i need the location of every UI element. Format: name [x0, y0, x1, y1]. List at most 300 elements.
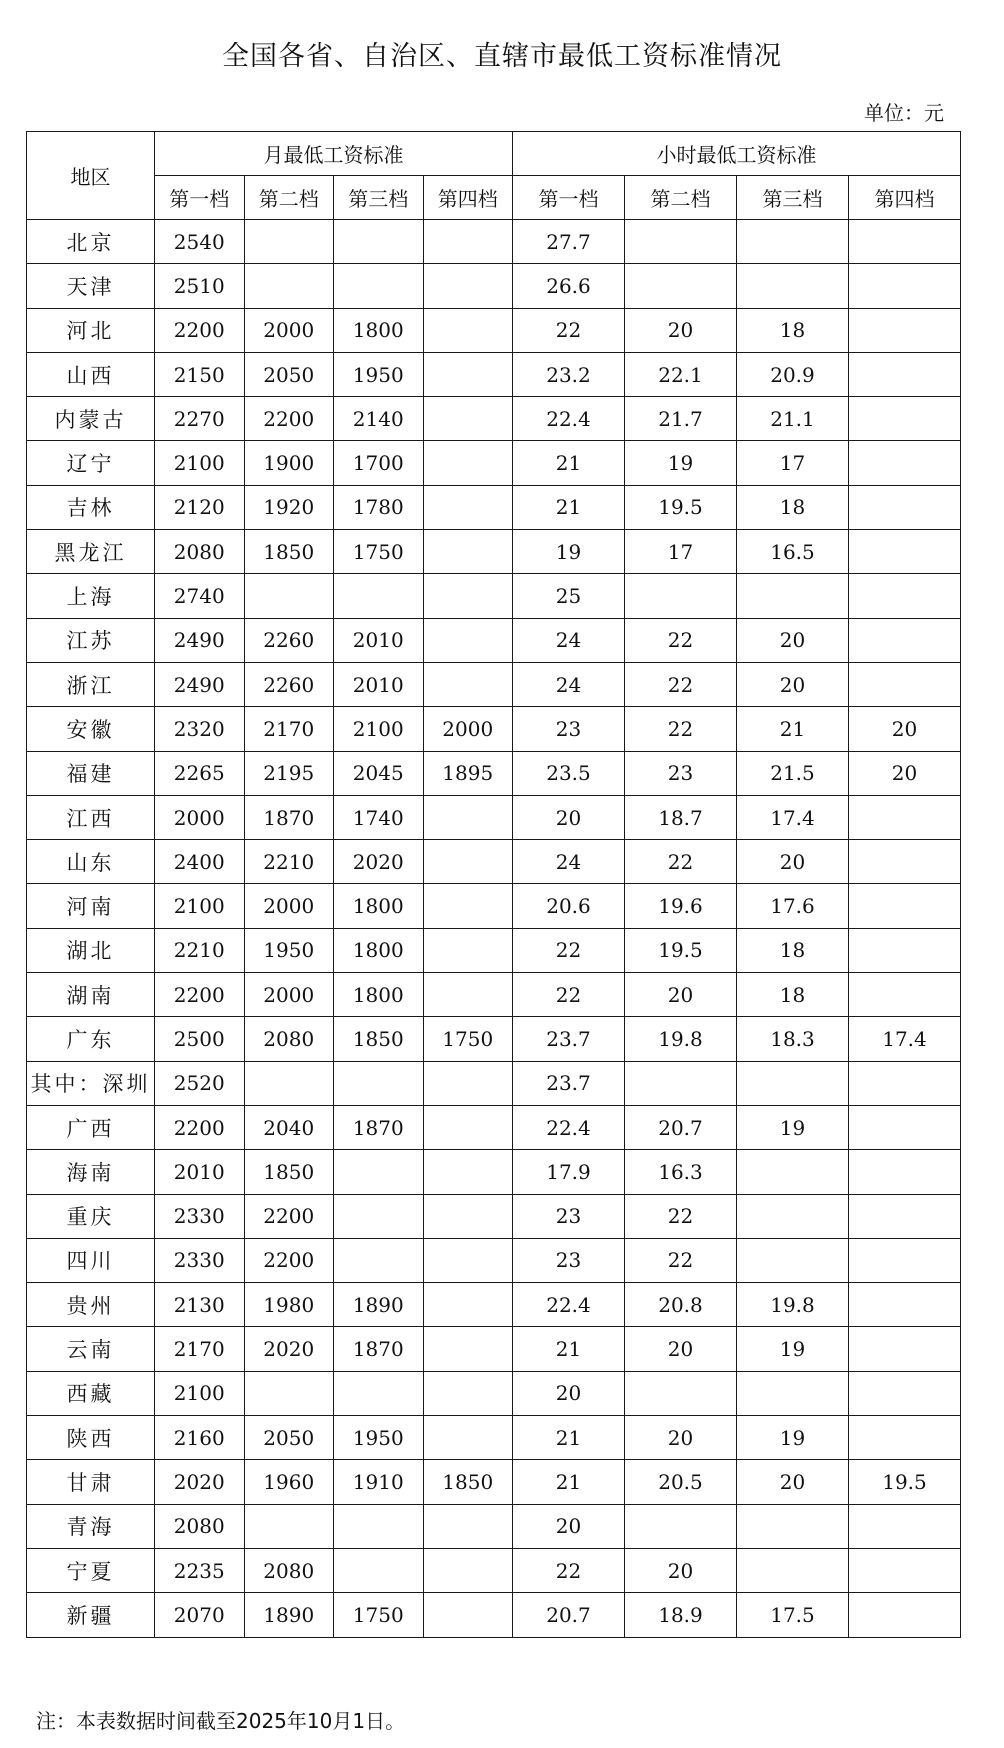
monthly-wage-cell: 1750	[334, 1593, 424, 1637]
monthly-wage-cell: 2490	[155, 662, 245, 706]
monthly-wage-cell	[423, 397, 513, 441]
hourly-wage-cell	[849, 1504, 961, 1548]
monthly-wage-cell	[334, 1504, 424, 1548]
monthly-wage-cell: 1870	[334, 1105, 424, 1149]
monthly-wage-cell: 2000	[423, 707, 513, 751]
hourly-wage-cell: 19.5	[625, 928, 737, 972]
monthly-wage-cell	[334, 1061, 424, 1105]
monthly-wage-cell: 2100	[334, 707, 424, 751]
hourly-wage-cell	[625, 1061, 737, 1105]
monthly-wage-cell: 1895	[423, 751, 513, 795]
table-row	[27, 308, 961, 352]
region-cell: 海南	[27, 1150, 155, 1194]
hourly-wage-cell: 17.5	[737, 1593, 849, 1637]
table-row	[27, 1327, 961, 1371]
header-monthly-tier: 第二档	[244, 176, 334, 220]
hourly-wage-cell	[849, 1105, 961, 1149]
hourly-wage-cell	[849, 1416, 961, 1460]
hourly-wage-cell	[737, 1238, 849, 1282]
hourly-wage-cell: 20	[513, 1504, 625, 1548]
hourly-wage-cell: 23.2	[513, 352, 625, 396]
monthly-wage-cell	[334, 1150, 424, 1194]
hourly-wage-cell: 20	[737, 618, 849, 662]
hourly-wage-cell: 23.5	[513, 751, 625, 795]
hourly-wage-cell: 17	[737, 441, 849, 485]
monthly-wage-cell: 1950	[244, 928, 334, 972]
monthly-wage-cell: 2040	[244, 1105, 334, 1149]
hourly-wage-cell: 22.4	[513, 1283, 625, 1327]
region-cell: 陕西	[27, 1416, 155, 1460]
hourly-wage-cell: 21.7	[625, 397, 737, 441]
hourly-wage-cell: 24	[513, 618, 625, 662]
monthly-wage-cell: 2160	[155, 1416, 245, 1460]
monthly-wage-cell: 2200	[244, 397, 334, 441]
monthly-wage-cell: 2050	[244, 352, 334, 396]
table-row	[27, 1194, 961, 1238]
hourly-wage-cell: 26.6	[513, 264, 625, 308]
monthly-wage-cell: 2120	[155, 485, 245, 529]
hourly-wage-cell: 23	[625, 751, 737, 795]
region-cell: 河北	[27, 308, 155, 352]
monthly-wage-cell	[423, 1238, 513, 1282]
monthly-wage-cell: 1920	[244, 485, 334, 529]
monthly-wage-cell: 2210	[155, 928, 245, 972]
hourly-wage-cell: 22	[625, 840, 737, 884]
monthly-wage-cell: 1980	[244, 1283, 334, 1327]
region-cell: 福建	[27, 751, 155, 795]
monthly-wage-cell	[423, 1504, 513, 1548]
monthly-wage-cell: 2150	[155, 352, 245, 396]
monthly-wage-cell: 2020	[244, 1327, 334, 1371]
region-cell: 江苏	[27, 618, 155, 662]
table-row	[27, 618, 961, 662]
monthly-wage-cell: 1750	[334, 530, 424, 574]
hourly-wage-cell	[625, 1504, 737, 1548]
hourly-wage-cell: 19	[625, 441, 737, 485]
table-row	[27, 795, 961, 839]
hourly-wage-cell: 19	[513, 530, 625, 574]
monthly-wage-cell	[423, 308, 513, 352]
hourly-wage-cell: 27.7	[513, 220, 625, 264]
monthly-wage-cell	[423, 530, 513, 574]
table-row	[27, 1017, 961, 1061]
hourly-wage-cell: 16.5	[737, 530, 849, 574]
table-row	[27, 884, 961, 928]
monthly-wage-cell: 2070	[155, 1593, 245, 1637]
monthly-wage-cell	[423, 1194, 513, 1238]
hourly-wage-cell	[849, 1327, 961, 1371]
monthly-wage-cell: 1800	[334, 884, 424, 928]
region-cell: 甘肃	[27, 1460, 155, 1504]
monthly-wage-cell	[423, 1283, 513, 1327]
region-cell: 内蒙古	[27, 397, 155, 441]
monthly-wage-cell	[423, 1061, 513, 1105]
footnote: 注：本表数据时间截至2025年10月1日。	[36, 1709, 406, 1733]
hourly-wage-cell: 20	[849, 707, 961, 751]
table-row	[27, 441, 961, 485]
monthly-wage-cell	[244, 1371, 334, 1415]
hourly-wage-cell: 21.1	[737, 397, 849, 441]
monthly-wage-cell: 2490	[155, 618, 245, 662]
monthly-wage-cell	[423, 840, 513, 884]
monthly-wage-cell: 2010	[334, 662, 424, 706]
monthly-wage-cell: 2265	[155, 751, 245, 795]
monthly-wage-cell: 1900	[244, 441, 334, 485]
hourly-wage-cell	[849, 1061, 961, 1105]
hourly-wage-cell: 20.8	[625, 1283, 737, 1327]
hourly-wage-cell: 18.9	[625, 1593, 737, 1637]
hourly-wage-cell: 17	[625, 530, 737, 574]
hourly-wage-cell	[849, 1283, 961, 1327]
hourly-wage-cell: 20.5	[625, 1460, 737, 1504]
minimum-wage-table	[26, 131, 961, 1638]
hourly-wage-cell	[849, 1593, 961, 1637]
monthly-wage-cell: 2010	[155, 1150, 245, 1194]
monthly-wage-cell: 2170	[155, 1327, 245, 1371]
header-hourly-tier: 第二档	[625, 176, 737, 220]
monthly-wage-cell	[244, 220, 334, 264]
table-row	[27, 397, 961, 441]
hourly-wage-cell: 24	[513, 840, 625, 884]
hourly-wage-cell: 19.5	[849, 1460, 961, 1504]
monthly-wage-cell: 1800	[334, 308, 424, 352]
monthly-wage-cell: 2260	[244, 618, 334, 662]
monthly-wage-cell: 2020	[334, 840, 424, 884]
hourly-wage-cell	[849, 352, 961, 396]
monthly-wage-cell	[334, 1548, 424, 1592]
hourly-wage-cell: 20	[513, 1371, 625, 1415]
monthly-wage-cell: 2740	[155, 574, 245, 618]
table-row	[27, 485, 961, 529]
table-row	[27, 220, 961, 264]
header-region: 地区	[27, 132, 155, 220]
region-cell: 山西	[27, 352, 155, 396]
monthly-wage-cell: 1740	[334, 795, 424, 839]
monthly-wage-cell	[423, 1327, 513, 1371]
hourly-wage-cell: 19	[737, 1105, 849, 1149]
table-row	[27, 840, 961, 884]
hourly-wage-cell: 23.7	[513, 1017, 625, 1061]
hourly-wage-cell	[849, 264, 961, 308]
table-body	[27, 220, 961, 1638]
monthly-wage-cell: 2330	[155, 1194, 245, 1238]
monthly-wage-cell	[423, 795, 513, 839]
monthly-wage-cell: 1700	[334, 441, 424, 485]
hourly-wage-cell: 18	[737, 485, 849, 529]
hourly-wage-cell	[737, 1194, 849, 1238]
hourly-wage-cell	[849, 1371, 961, 1415]
hourly-wage-cell	[849, 1194, 961, 1238]
monthly-wage-cell	[334, 574, 424, 618]
hourly-wage-cell: 23.7	[513, 1061, 625, 1105]
header-monthly-tier: 第一档	[155, 176, 245, 220]
region-cell: 湖南	[27, 973, 155, 1017]
hourly-wage-cell: 17.9	[513, 1150, 625, 1194]
hourly-wage-cell: 17.6	[737, 884, 849, 928]
hourly-wage-cell: 20	[625, 1416, 737, 1460]
hourly-wage-cell: 20	[737, 662, 849, 706]
monthly-wage-cell	[334, 1238, 424, 1282]
monthly-wage-cell: 1750	[423, 1017, 513, 1061]
table-row	[27, 1150, 961, 1194]
monthly-wage-cell	[244, 1061, 334, 1105]
hourly-wage-cell	[849, 220, 961, 264]
monthly-wage-cell: 1800	[334, 973, 424, 1017]
header-monthly-group: 月最低工资标准	[155, 132, 513, 176]
hourly-wage-cell: 22	[625, 618, 737, 662]
monthly-wage-cell	[423, 928, 513, 972]
hourly-wage-cell	[849, 618, 961, 662]
hourly-wage-cell	[849, 308, 961, 352]
hourly-wage-cell: 22	[513, 308, 625, 352]
hourly-wage-cell: 22	[513, 928, 625, 972]
monthly-wage-cell: 2000	[244, 884, 334, 928]
monthly-wage-cell	[423, 618, 513, 662]
monthly-wage-cell: 1850	[334, 1017, 424, 1061]
hourly-wage-cell: 22	[513, 1548, 625, 1592]
table-row	[27, 530, 961, 574]
region-cell: 云南	[27, 1327, 155, 1371]
hourly-wage-cell	[849, 485, 961, 529]
region-cell: 西藏	[27, 1371, 155, 1415]
hourly-wage-cell: 21	[513, 441, 625, 485]
hourly-wage-cell: 20.7	[625, 1105, 737, 1149]
hourly-wage-cell: 22	[625, 1194, 737, 1238]
monthly-wage-cell: 2000	[244, 973, 334, 1017]
monthly-wage-cell: 2320	[155, 707, 245, 751]
monthly-wage-cell	[423, 973, 513, 1017]
region-cell: 山东	[27, 840, 155, 884]
monthly-wage-cell	[244, 264, 334, 308]
monthly-wage-cell: 2000	[244, 308, 334, 352]
hourly-wage-cell	[625, 574, 737, 618]
hourly-wage-cell: 17.4	[849, 1017, 961, 1061]
monthly-wage-cell	[334, 220, 424, 264]
hourly-wage-cell	[737, 1371, 849, 1415]
hourly-wage-cell: 20	[849, 751, 961, 795]
table-row	[27, 973, 961, 1017]
region-cell: 安徽	[27, 707, 155, 751]
hourly-wage-cell: 18.7	[625, 795, 737, 839]
monthly-wage-cell: 1780	[334, 485, 424, 529]
monthly-wage-cell: 1890	[244, 1593, 334, 1637]
monthly-wage-cell: 2260	[244, 662, 334, 706]
monthly-wage-cell: 1870	[244, 795, 334, 839]
monthly-wage-cell: 2200	[155, 308, 245, 352]
hourly-wage-cell: 19.6	[625, 884, 737, 928]
region-cell: 重庆	[27, 1194, 155, 1238]
monthly-wage-cell	[423, 441, 513, 485]
hourly-wage-cell: 18	[737, 928, 849, 972]
hourly-wage-cell: 22	[513, 973, 625, 1017]
monthly-wage-cell: 2510	[155, 264, 245, 308]
table-row	[27, 707, 961, 751]
monthly-wage-cell	[244, 574, 334, 618]
monthly-wage-cell: 1950	[334, 1416, 424, 1460]
monthly-wage-cell	[423, 1593, 513, 1637]
hourly-wage-cell	[737, 1504, 849, 1548]
hourly-wage-cell: 20	[737, 1460, 849, 1504]
header-monthly-tier: 第三档	[334, 176, 424, 220]
region-cell: 黑龙江	[27, 530, 155, 574]
monthly-wage-cell: 2170	[244, 707, 334, 751]
monthly-wage-cell	[334, 1371, 424, 1415]
monthly-wage-cell: 1870	[334, 1327, 424, 1371]
region-cell: 青海	[27, 1504, 155, 1548]
monthly-wage-cell: 1960	[244, 1460, 334, 1504]
monthly-wage-cell: 2210	[244, 840, 334, 884]
monthly-wage-cell	[423, 485, 513, 529]
monthly-wage-cell	[423, 1105, 513, 1149]
hourly-wage-cell: 20.9	[737, 352, 849, 396]
hourly-wage-cell	[849, 1548, 961, 1592]
hourly-wage-cell: 16.3	[625, 1150, 737, 1194]
region-cell: 江西	[27, 795, 155, 839]
hourly-wage-cell: 20	[513, 795, 625, 839]
hourly-wage-cell	[737, 1548, 849, 1592]
monthly-wage-cell: 1890	[334, 1283, 424, 1327]
table-row	[27, 1416, 961, 1460]
monthly-wage-cell: 2200	[244, 1194, 334, 1238]
table-row	[27, 1283, 961, 1327]
monthly-wage-cell: 2200	[244, 1238, 334, 1282]
monthly-wage-cell	[244, 1504, 334, 1548]
region-cell: 广西	[27, 1105, 155, 1149]
hourly-wage-cell	[625, 264, 737, 308]
hourly-wage-cell: 25	[513, 574, 625, 618]
hourly-wage-cell: 20.6	[513, 884, 625, 928]
table-row	[27, 751, 961, 795]
hourly-wage-cell	[849, 1238, 961, 1282]
monthly-wage-cell: 2330	[155, 1238, 245, 1282]
hourly-wage-cell: 20	[625, 973, 737, 1017]
monthly-wage-cell: 2080	[155, 1504, 245, 1548]
monthly-wage-cell: 2100	[155, 884, 245, 928]
hourly-wage-cell: 20	[625, 308, 737, 352]
monthly-wage-cell: 2235	[155, 1548, 245, 1592]
hourly-wage-cell: 23	[513, 707, 625, 751]
header-monthly-tier: 第四档	[423, 176, 513, 220]
monthly-wage-cell: 2100	[155, 441, 245, 485]
monthly-wage-cell: 2200	[155, 973, 245, 1017]
monthly-wage-cell: 2195	[244, 751, 334, 795]
header-hourly-tier: 第一档	[513, 176, 625, 220]
region-cell: 四川	[27, 1238, 155, 1282]
hourly-wage-cell: 22	[625, 662, 737, 706]
hourly-wage-cell	[849, 441, 961, 485]
table-row	[27, 1460, 961, 1504]
hourly-wage-cell	[737, 264, 849, 308]
hourly-wage-cell: 19	[737, 1327, 849, 1371]
monthly-wage-cell: 1950	[334, 352, 424, 396]
table-row	[27, 1105, 961, 1149]
table-row	[27, 662, 961, 706]
monthly-wage-cell	[423, 220, 513, 264]
monthly-wage-cell: 2020	[155, 1460, 245, 1504]
monthly-wage-cell: 1910	[334, 1460, 424, 1504]
monthly-wage-cell: 1850	[244, 1150, 334, 1194]
hourly-wage-cell: 22	[625, 1238, 737, 1282]
hourly-wage-cell: 21	[513, 1416, 625, 1460]
monthly-wage-cell: 2000	[155, 795, 245, 839]
hourly-wage-cell: 20	[625, 1548, 737, 1592]
region-cell: 浙江	[27, 662, 155, 706]
table-row	[27, 1504, 961, 1548]
monthly-wage-cell: 2500	[155, 1017, 245, 1061]
hourly-wage-cell: 18	[737, 973, 849, 1017]
hourly-wage-cell: 20	[625, 1327, 737, 1371]
monthly-wage-cell	[423, 1150, 513, 1194]
monthly-wage-cell	[334, 264, 424, 308]
monthly-wage-cell	[423, 352, 513, 396]
region-cell: 上海	[27, 574, 155, 618]
hourly-wage-cell	[849, 928, 961, 972]
region-cell: 其中：深圳	[27, 1061, 155, 1105]
monthly-wage-cell: 2080	[244, 1017, 334, 1061]
hourly-wage-cell: 20	[737, 840, 849, 884]
hourly-wage-cell	[849, 795, 961, 839]
table-row	[27, 1593, 961, 1637]
hourly-wage-cell	[625, 1371, 737, 1415]
hourly-wage-cell: 22.4	[513, 1105, 625, 1149]
hourly-wage-cell	[849, 574, 961, 618]
monthly-wage-cell	[423, 1548, 513, 1592]
monthly-wage-cell: 2050	[244, 1416, 334, 1460]
hourly-wage-cell: 23	[513, 1194, 625, 1238]
monthly-wage-cell: 2045	[334, 751, 424, 795]
page-title: 全国各省、自治区、直辖市最低工资标准情况	[222, 41, 782, 72]
monthly-wage-cell	[423, 1371, 513, 1415]
hourly-wage-cell: 21	[513, 1327, 625, 1371]
header-hourly-tier: 第三档	[737, 176, 849, 220]
region-cell: 贵州	[27, 1283, 155, 1327]
region-cell: 宁夏	[27, 1548, 155, 1592]
hourly-wage-cell: 18.3	[737, 1017, 849, 1061]
region-cell: 天津	[27, 264, 155, 308]
region-cell: 新疆	[27, 1593, 155, 1637]
monthly-wage-cell: 2200	[155, 1105, 245, 1149]
header-hourly-group: 小时最低工资标准	[513, 132, 961, 176]
table-row	[27, 1238, 961, 1282]
monthly-wage-cell: 2270	[155, 397, 245, 441]
monthly-wage-cell: 2100	[155, 1371, 245, 1415]
monthly-wage-cell: 2540	[155, 220, 245, 264]
monthly-wage-cell: 2010	[334, 618, 424, 662]
hourly-wage-cell: 22.4	[513, 397, 625, 441]
monthly-wage-cell	[334, 1194, 424, 1238]
hourly-wage-cell	[737, 220, 849, 264]
hourly-wage-cell	[737, 1150, 849, 1194]
region-cell: 广东	[27, 1017, 155, 1061]
table-row	[27, 1061, 961, 1105]
hourly-wage-cell	[625, 220, 737, 264]
monthly-wage-cell: 2140	[334, 397, 424, 441]
table-row	[27, 1548, 961, 1592]
header-hourly-tier: 第四档	[849, 176, 961, 220]
monthly-wage-cell: 2080	[244, 1548, 334, 1592]
table-row	[27, 352, 961, 396]
hourly-wage-cell	[849, 973, 961, 1017]
table-row	[27, 928, 961, 972]
monthly-wage-cell: 2520	[155, 1061, 245, 1105]
monthly-wage-cell	[423, 574, 513, 618]
hourly-wage-cell: 21	[513, 485, 625, 529]
hourly-wage-cell: 21.5	[737, 751, 849, 795]
region-cell: 河南	[27, 884, 155, 928]
hourly-wage-cell	[737, 574, 849, 618]
hourly-wage-cell: 24	[513, 662, 625, 706]
hourly-wage-cell	[849, 397, 961, 441]
